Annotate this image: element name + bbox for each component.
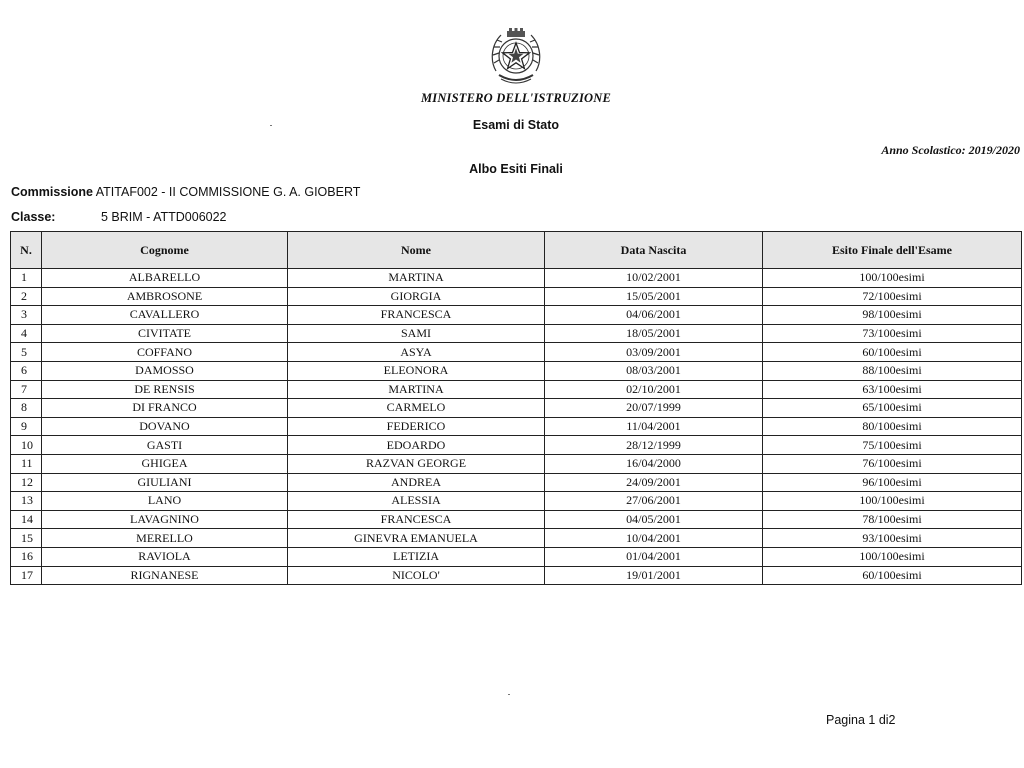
column-header-number: N. [11,232,42,269]
cell-number: 17 [11,566,42,585]
cell-surname: AMBROSONE [42,287,288,306]
cell-birth-date: 11/04/2001 [545,417,763,436]
scan-speck [270,125,272,126]
cell-final-result: 78/100esimi [763,510,1022,529]
cell-number: 1 [11,269,42,288]
scan-speck [508,694,510,695]
cell-number: 15 [11,529,42,548]
cell-birth-date: 16/04/2000 [545,454,763,473]
table-row [11,324,1022,343]
cell-birth-date: 20/07/1999 [545,399,763,418]
table-row [11,529,1022,548]
cell-final-result: 75/100esimi [763,436,1022,455]
cell-final-result: 60/100esimi [763,343,1022,362]
table-row [11,361,1022,380]
cell-surname: COFFANO [42,343,288,362]
cell-name: ELEONORA [288,361,545,380]
cell-surname: DI FRANCO [42,399,288,418]
table-row [11,473,1022,492]
document-title: Albo Esiti Finali [469,162,563,176]
cell-birth-date: 27/06/2001 [545,492,763,511]
cell-name: GINEVRA EMANUELA [288,529,545,548]
cell-birth-date: 04/06/2001 [545,306,763,325]
cell-number: 6 [11,361,42,380]
cell-final-result: 96/100esimi [763,473,1022,492]
cell-name: ASYA [288,343,545,362]
cell-surname: GASTI [42,436,288,455]
cell-name: SAMI [288,324,545,343]
cell-name: RAZVAN GEORGE [288,454,545,473]
commission-label: Commissione [11,185,93,199]
cell-name: EDOARDO [288,436,545,455]
cell-final-result: 60/100esimi [763,566,1022,585]
cell-name: ALESSIA [288,492,545,511]
cell-name: CARMELO [288,399,545,418]
cell-final-result: 72/100esimi [763,287,1022,306]
commission-line [11,185,360,199]
cell-final-result: 93/100esimi [763,529,1022,548]
italian-republic-emblem-icon [487,25,545,89]
cell-number: 8 [11,399,42,418]
cell-final-result: 88/100esimi [763,361,1022,380]
table-row [11,399,1022,418]
cell-number: 3 [11,306,42,325]
cell-birth-date: 10/04/2001 [545,529,763,548]
cell-final-result: 63/100esimi [763,380,1022,399]
page-number: Pagina 1 di2 [826,713,896,727]
table-row [11,547,1022,566]
cell-name: MARTINA [288,269,545,288]
cell-surname: MERELLO [42,529,288,548]
column-header-birth-date: Data Nascita [545,232,763,269]
column-header-final-result: Esito Finale dell'Esame [763,232,1022,269]
cell-surname: RIGNANESE [42,566,288,585]
exam-heading: Esami di Stato [472,118,560,132]
cell-name: ANDREA [288,473,545,492]
table-row [11,380,1022,399]
commission-value: ATITAF002 - II COMMISSIONE G. A. GIOBERT [95,185,361,199]
cell-number: 14 [11,510,42,529]
cell-birth-date: 15/05/2001 [545,287,763,306]
cell-surname: DAMOSSO [42,361,288,380]
cell-birth-date: 24/09/2001 [545,473,763,492]
cell-final-result: 100/100esimi [763,547,1022,566]
cell-number: 11 [11,454,42,473]
cell-surname: RAVIOLA [42,547,288,566]
cell-birth-date: 18/05/2001 [545,324,763,343]
cell-surname: DE RENSIS [42,380,288,399]
school-year: Anno Scolastico: 2019/2020 [881,143,1020,157]
column-header-surname: Cognome [42,232,288,269]
cell-surname: CAVALLERO [42,306,288,325]
cell-final-result: 80/100esimi [763,417,1022,436]
cell-number: 16 [11,547,42,566]
cell-name: FRANCESCA [288,306,545,325]
cell-birth-date: 10/02/2001 [545,269,763,288]
table-header-row [11,232,1022,269]
table-row [11,269,1022,288]
table-row [11,417,1022,436]
cell-final-result: 73/100esimi [763,324,1022,343]
ministry-heading: MINISTERO DELL'ISTRUZIONE [420,91,612,105]
column-header-name: Nome [288,232,545,269]
cell-birth-date: 01/04/2001 [545,547,763,566]
results-table [10,231,1022,585]
cell-number: 5 [11,343,42,362]
cell-final-result: 100/100esimi [763,492,1022,511]
cell-number: 7 [11,380,42,399]
cell-surname: DOVANO [42,417,288,436]
table-row [11,492,1022,511]
cell-birth-date: 04/05/2001 [545,510,763,529]
cell-surname: CIVITATE [42,324,288,343]
cell-number: 9 [11,417,42,436]
cell-name: GIORGIA [288,287,545,306]
table-row [11,510,1022,529]
cell-surname: LAVAGNINO [42,510,288,529]
table-row [11,343,1022,362]
cell-birth-date: 28/12/1999 [545,436,763,455]
table-row [11,454,1022,473]
table-row [11,287,1022,306]
table-row [11,566,1022,585]
cell-final-result: 65/100esimi [763,399,1022,418]
cell-number: 13 [11,492,42,511]
cell-birth-date: 08/03/2001 [545,361,763,380]
cell-surname: GIULIANI [42,473,288,492]
table-row [11,306,1022,325]
cell-number: 12 [11,473,42,492]
class-value: 5 BRIM - ATTD006022 [101,210,227,224]
class-line [11,210,227,224]
cell-surname: ALBARELLO [42,269,288,288]
cell-birth-date: 19/01/2001 [545,566,763,585]
cell-number: 2 [11,287,42,306]
cell-name: FEDERICO [288,417,545,436]
table-row [11,436,1022,455]
class-label: Classe: [11,210,56,224]
cell-name: FRANCESCA [288,510,545,529]
cell-surname: LANO [42,492,288,511]
cell-surname: GHIGEA [42,454,288,473]
cell-final-result: 100/100esimi [763,269,1022,288]
cell-name: MARTINA [288,380,545,399]
cell-birth-date: 03/09/2001 [545,343,763,362]
cell-name: NICOLO' [288,566,545,585]
cell-birth-date: 02/10/2001 [545,380,763,399]
cell-name: LETIZIA [288,547,545,566]
cell-number: 4 [11,324,42,343]
cell-final-result: 76/100esimi [763,454,1022,473]
cell-final-result: 98/100esimi [763,306,1022,325]
cell-number: 10 [11,436,42,455]
